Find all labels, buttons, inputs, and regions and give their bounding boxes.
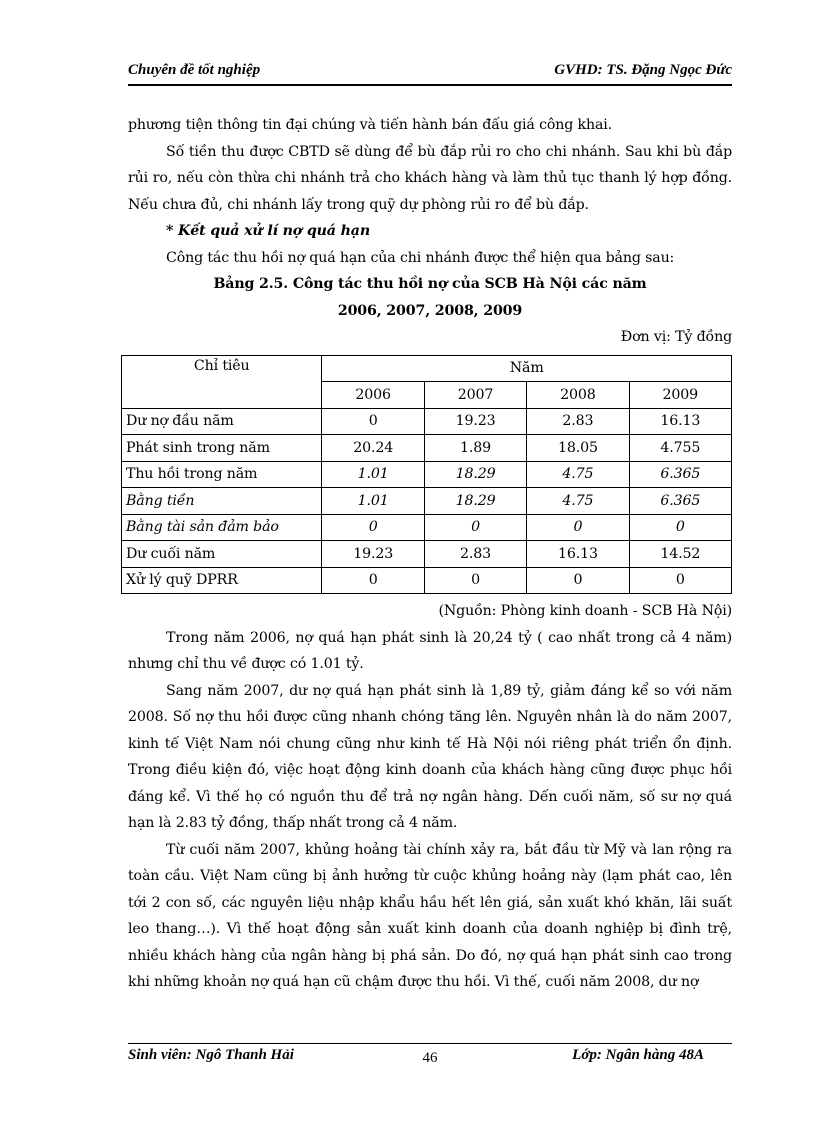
table-row xyxy=(122,408,732,435)
page-number: 46 xyxy=(422,1050,438,1066)
table-row xyxy=(122,488,732,515)
paragraph: Sang năm 2007, dư nợ quá hạn phát sinh là 1,89 tỷ, giảm đáng kể so với năm 2008. Số nợ thu hồi được cũng nhanh chóng tăng lên. Nguyên nhân là do năm 2007, kinh tế Việt Nam nói chung cũng như kinh tế Hà Nội nói riêng phát triển ổn định. Trong điều kiện đó, việc hoạt động kinh doanh của khách hàng cũng được phục hồi đáng kể. Vì thế họ có nguồn thu để trả nợ ngân hàng. Dến cuối năm, số sư nợ quá hạn là 2.83 tỷ đồng, thấp nhất trong cả 4 năm. xyxy=(128,682,732,831)
debt-recovery-table xyxy=(121,355,732,595)
row-label: Thu hồi trong năm xyxy=(122,461,322,488)
paragraph: Số tiền thu được CBTD sẽ dùng để bù đắp rủi ro cho chi nhánh. Sau khi bù đắp rủi ro, nếu còn thừa chi nhánh trả cho khách hàng và làm thủ tục thanh lý hợp đồng. Nếu chưa đủ, chi nhánh lấy trong quỹ dự phòng rủi ro để bù đắp. xyxy=(128,143,732,213)
year-cell: 2008 xyxy=(527,382,629,409)
table-cell: 6.365 xyxy=(629,461,731,488)
header-cell-label: Chỉ tiêu xyxy=(122,355,322,408)
table-row xyxy=(122,567,732,594)
table-cell: 1.01 xyxy=(322,488,424,515)
table-cell: 18.29 xyxy=(424,461,526,488)
table-cell: 16.13 xyxy=(527,541,629,568)
table-cell: 0 xyxy=(424,567,526,594)
row-label: Bằng tài sản đảm bảo xyxy=(122,514,322,541)
table-cell: 6.365 xyxy=(629,488,731,515)
row-label: Dư nợ đầu năm xyxy=(122,408,322,435)
table-cell: 0 xyxy=(629,567,731,594)
row-label: Xử lý quỹ DPRR xyxy=(122,567,322,594)
table-row xyxy=(122,541,732,568)
table-cell: 20.24 xyxy=(322,435,424,462)
table-cell: 0 xyxy=(322,408,424,435)
table-cell: 0 xyxy=(527,567,629,594)
paragraph: Công tác thu hồi nợ quá hạn của chi nhánh được thể hiện qua bảng sau: xyxy=(166,249,675,266)
table-row xyxy=(122,514,732,541)
table-cell: 1.89 xyxy=(424,435,526,462)
year-cell: 2006 xyxy=(322,382,424,409)
row-label: Phát sinh trong năm xyxy=(122,435,322,462)
table-caption-line2: 2006, 2007, 2008, 2009 xyxy=(337,302,523,319)
table-cell: 2.83 xyxy=(424,541,526,568)
year-cell: 2007 xyxy=(424,382,526,409)
footer-student: Sinh viên: Ngô Thanh Hải xyxy=(128,1047,294,1063)
year-cell: 2009 xyxy=(629,382,731,409)
table-row xyxy=(122,461,732,488)
paragraph-continuation: phương tiện thông tin đại chúng và tiến hành bán đấu giá công khai. xyxy=(128,117,613,133)
table-cell: 0 xyxy=(322,567,424,594)
table-cell: 1.01 xyxy=(322,461,424,488)
page-content xyxy=(128,112,732,996)
header-cell-year-group: Năm xyxy=(322,355,732,382)
table-unit: Đơn vị: Tỷ đồng xyxy=(620,329,732,345)
table-cell: 4.75 xyxy=(527,488,629,515)
row-label: Dư cuối năm xyxy=(122,541,322,568)
table-cell: 0 xyxy=(527,514,629,541)
table-cell: 18.05 xyxy=(527,435,629,462)
table-caption-line1: Bảng 2.5. Công tác thu hồi nợ của SCB Hà Nội các năm xyxy=(213,276,647,292)
table-cell: 19.23 xyxy=(424,408,526,435)
table-cell: 0 xyxy=(424,514,526,541)
table-cell: 16.13 xyxy=(629,408,731,435)
table-cell: 2.83 xyxy=(527,408,629,435)
page-footer xyxy=(128,1043,732,1066)
table-cell: 4.755 xyxy=(629,435,731,462)
table-cell: 18.29 xyxy=(424,488,526,515)
footer-class: Lớp: Ngân hàng 48A xyxy=(572,1047,704,1063)
page-header xyxy=(128,62,732,86)
table-row xyxy=(122,435,732,462)
table-header-row xyxy=(122,355,732,382)
section-heading: * Kết quả xử lí nợ quá hạn xyxy=(166,223,371,239)
table-cell: 19.23 xyxy=(322,541,424,568)
row-label: Bằng tiền xyxy=(122,488,322,515)
table-cell: 0 xyxy=(629,514,731,541)
table-cell: 0 xyxy=(322,514,424,541)
paragraph: Trong năm 2006, nợ quá hạn phát sinh là 20,24 tỷ ( cao nhất trong cả 4 năm) nhưng chỉ thu về được có 1.01 tỷ. xyxy=(128,629,732,672)
paragraph: Từ cuối năm 2007, khủng hoảng tài chính xảy ra, bắt đầu từ Mỹ và lan rộng ra toàn cầu. Việt Nam cũng bị ảnh hưởng từ cuộc khủng hoảng này (lạm phát cao, lên tới 2 con số, các nguyên liệu nhập khẩu hầu hết lên giá, sản xuất khó khăn, lãi suất leo thang…). Vì thế hoạt động sản xuất kinh doanh của doanh nghiệp bị đình trệ, nhiều khách hàng của ngân hàng bị phá sản. Do đó, nợ quá hạn phát sinh cao trong khi những khoản nợ quá hạn cũ chậm được thu hồi. Vì thế, cuối năm 2008, dư nợ xyxy=(128,841,732,990)
table-source: (Nguồn: Phòng kinh doanh - SCB Hà Nội) xyxy=(438,603,732,619)
header-thesis-title: Chuyên đề tốt nghiệp xyxy=(128,62,261,78)
table-cell: 4.75 xyxy=(527,461,629,488)
table-cell: 14.52 xyxy=(629,541,731,568)
header-advisor: GVHD: TS. Đặng Ngọc Đức xyxy=(554,62,732,78)
